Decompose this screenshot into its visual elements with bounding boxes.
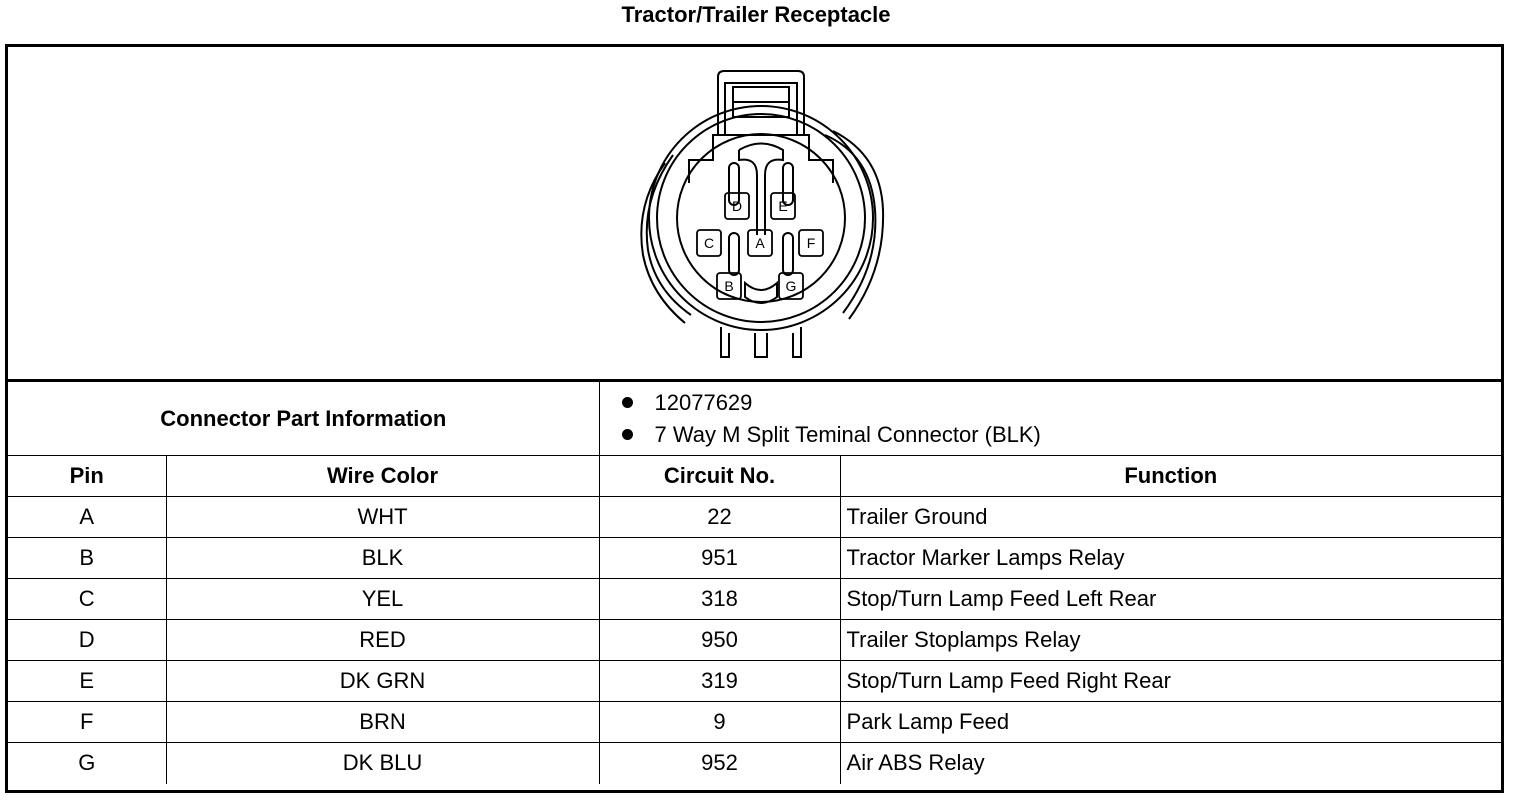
connector-info-row (8, 382, 1501, 456)
connector-info-item (622, 419, 1502, 451)
connector-description: 7 Way M Split Teminal Connector (BLK) (654, 421, 1041, 447)
pin-label-c: C (703, 235, 715, 251)
connector-info-item (622, 387, 1502, 419)
header-pin: Pin (8, 456, 166, 497)
function-cell: Stop/Turn Lamp Feed Right Rear (840, 661, 1501, 702)
pin-label-b: B (724, 278, 734, 294)
circuit-cell: 22 (599, 497, 840, 538)
wire-color-cell: DK GRN (166, 661, 599, 702)
wire-color-cell: RED (166, 620, 599, 661)
function-cell: Trailer Stoplamps Relay (840, 620, 1501, 661)
table-row (8, 579, 1501, 620)
pin-label-a: A (755, 235, 765, 251)
circuit-cell: 950 (599, 620, 840, 661)
connector-face-illustration (633, 65, 893, 365)
table-row (8, 497, 1501, 538)
pin-cell: G (8, 743, 166, 784)
part-number: 12077629 (654, 389, 753, 415)
function-cell: Trailer Ground (840, 497, 1501, 538)
table-header-row (8, 456, 1501, 497)
connector-document (5, 44, 1504, 793)
connector-info-list (599, 382, 1501, 456)
table-row (8, 743, 1501, 784)
table-row (8, 538, 1501, 579)
pin-label-g: G (785, 278, 797, 294)
circuit-cell: 9 (599, 702, 840, 743)
header-circuit-no: Circuit No. (599, 456, 840, 497)
bullet-icon (622, 397, 633, 408)
function-cell: Tractor Marker Lamps Relay (840, 538, 1501, 579)
wire-color-cell: BLK (166, 538, 599, 579)
pin-cell: F (8, 702, 166, 743)
header-wire-color: Wire Color (166, 456, 599, 497)
pin-cell: B (8, 538, 166, 579)
pin-label-e: E (778, 198, 788, 214)
pinout-table (8, 381, 1501, 784)
wire-color-cell: BRN (166, 702, 599, 743)
pin-cell: D (8, 620, 166, 661)
connector-info-label: Connector Part Information (8, 382, 599, 456)
function-cell: Park Lamp Feed (840, 702, 1501, 743)
wire-color-cell: WHT (166, 497, 599, 538)
bullet-icon (622, 429, 633, 440)
circuit-cell: 952 (599, 743, 840, 784)
function-cell: Stop/Turn Lamp Feed Left Rear (840, 579, 1501, 620)
page-title: Tractor/Trailer Receptacle (621, 2, 891, 27)
circuit-cell: 318 (599, 579, 840, 620)
pin-cell: A (8, 497, 166, 538)
connector-diagram (8, 47, 1501, 381)
pin-label-d: D (731, 198, 743, 214)
table-row (8, 620, 1501, 661)
wire-color-cell: YEL (166, 579, 599, 620)
function-cell: Air ABS Relay (840, 743, 1501, 784)
circuit-cell: 319 (599, 661, 840, 702)
circuit-cell: 951 (599, 538, 840, 579)
pin-label-f: F (806, 235, 816, 251)
table-row (8, 702, 1501, 743)
pin-cell: C (8, 579, 166, 620)
pin-cell: E (8, 661, 166, 702)
table-row (8, 661, 1501, 702)
header-function: Function (840, 456, 1501, 497)
wire-color-cell: DK BLU (166, 743, 599, 784)
